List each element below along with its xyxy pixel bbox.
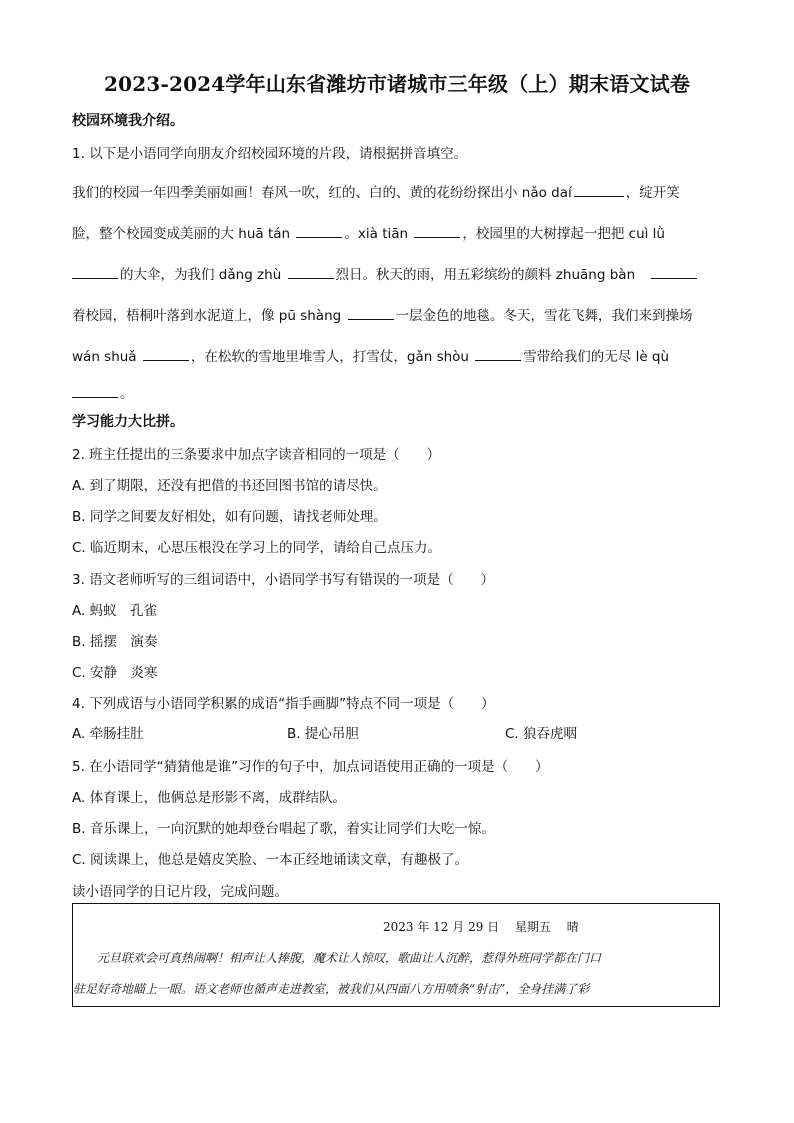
question-2-option-b[interactable]: B. 同学之间要友好相处，如有问题，请找老师处理。 [72, 509, 387, 525]
answer-blank[interactable] [651, 264, 697, 279]
diary-date: 2023 年 12 月 29 日 星期五 晴 [383, 920, 579, 934]
question-1-line-4 [72, 304, 693, 324]
passage-text: 一层金色的地毯。冬天，雪花飞舞，我们来到操场 [395, 308, 693, 324]
question-4-option-b[interactable]: B. 提心吊胆 [287, 726, 359, 742]
question-1-line-5 [72, 345, 669, 365]
passage-text: ，在松软的雪地里堆雪人，打雪仗，gǎn shòu [190, 349, 469, 365]
section-heading-ability: 学习能力大比拼。 [72, 414, 184, 430]
question-2-stem: 2. 班主任提出的三条要求中加点字读音相同的一项是（ ） [72, 447, 441, 463]
passage-text: ，校园里的大树撑起一把把 cuì lǜ [462, 226, 665, 242]
question-5-option-b[interactable]: B. 音乐课上，一向沉默的她却登台唱起了歌，着实让同学们大吃一惊。 [72, 821, 495, 837]
question-4-options [72, 722, 632, 742]
question-5-stem: 5. 在小语同学“猜猜他是谁”习作的句子中，加点词语使用正确的一项是（ ） [72, 759, 549, 775]
question-3-option-c[interactable]: C. 安静 炎寒 [72, 665, 158, 681]
passage-text: 我们的校园一年四季美丽如画！春风一吹，红的、白的、黄的花纷纷探出小 nǎo daí [72, 185, 572, 201]
question-5-option-a[interactable]: A. 体育课上，他俩总是形影不离，成群结队。 [72, 790, 347, 806]
answer-blank[interactable] [414, 223, 460, 238]
question-4-option-a[interactable]: A. 牵肠挂肚 [72, 726, 144, 742]
question-4-option-c[interactable]: C. 狼吞虎咽 [505, 726, 578, 742]
diary-line: 驻足好奇地瞄上一眼。语文老师也循声走进教室，被我们从四面八方用喷条“射击”，全身挂满了彩 [73, 982, 590, 996]
answer-blank[interactable] [348, 305, 394, 320]
question-1-stem: 1. 以下是小语同学向朋友介绍校园环境的片段，请根据拼音填空。 [72, 146, 468, 162]
question-2-option-a[interactable]: A. 到了期限，还没有把借的书还回图书馆的请尽快。 [72, 478, 387, 494]
passage-text: 的大伞，为我们 dǎng zhù [120, 267, 282, 283]
page-title: 2023-2024学年山东省潍坊市诸城市三年级（上）期末语文试卷 [103, 72, 691, 96]
answer-blank[interactable] [288, 264, 334, 279]
question-3-option-b[interactable]: B. 摇摆 演奏 [72, 634, 158, 650]
answer-blank[interactable] [296, 223, 342, 238]
question-1-line-2 [72, 222, 665, 242]
answer-blank[interactable] [72, 264, 118, 279]
question-1-line-1 [72, 181, 680, 201]
question-4-stem: 4. 下列成语与小语同学积累的成语“指手画脚”特点不同一项是（ ） [72, 696, 495, 712]
section-heading-campus: 校园环境我介绍。 [72, 113, 184, 129]
reading-intro: 读小语同学的日记片段，完成问题。 [72, 884, 288, 900]
answer-blank[interactable] [143, 346, 189, 361]
passage-text: 。xià tiān [344, 226, 409, 242]
passage-text: wán shuǎ [72, 349, 137, 365]
question-2-option-c[interactable]: C. 临近期末，心思压根没在学习上的同学，请给自己点压力。 [72, 540, 442, 556]
answer-blank[interactable] [72, 383, 118, 398]
passage-text: 烈日。秋天的雨，用五彩缤纷的颜料 zhuāng bàn [335, 267, 636, 283]
passage-text: 雪带给我们的无尽 lè qù [523, 349, 670, 365]
question-1-line-6 [72, 382, 134, 402]
question-5-option-c[interactable]: C. 阅读课上，他总是嬉皮笑脸、一本正经地诵读文章，有趣极了。 [72, 852, 469, 868]
question-1-line-3 [72, 263, 699, 283]
passage-text: 脸，整个校园变成美丽的大 huā tán [72, 226, 291, 242]
passage-text: ，绽开笑 [625, 185, 680, 201]
diary-line: 元旦联欢会可真热闹啊！相声让人捧腹，魔术让人惊叹，歌曲让人沉醉，惹得外班同学都在门口 [73, 951, 602, 965]
question-3-stem: 3. 语文老师听写的三组词语中，小语同学书写有错误的一项是（ ） [72, 572, 495, 588]
diary-excerpt-box [72, 903, 720, 1007]
question-3-option-a[interactable]: A. 蚂蚁 孔雀 [72, 603, 158, 619]
answer-blank[interactable] [574, 182, 624, 197]
passage-text: 。 [120, 386, 134, 402]
answer-blank[interactable] [475, 346, 521, 361]
passage-text: 着校园，梧桐叶落到水泥道上，像 pū shàng [72, 308, 342, 324]
